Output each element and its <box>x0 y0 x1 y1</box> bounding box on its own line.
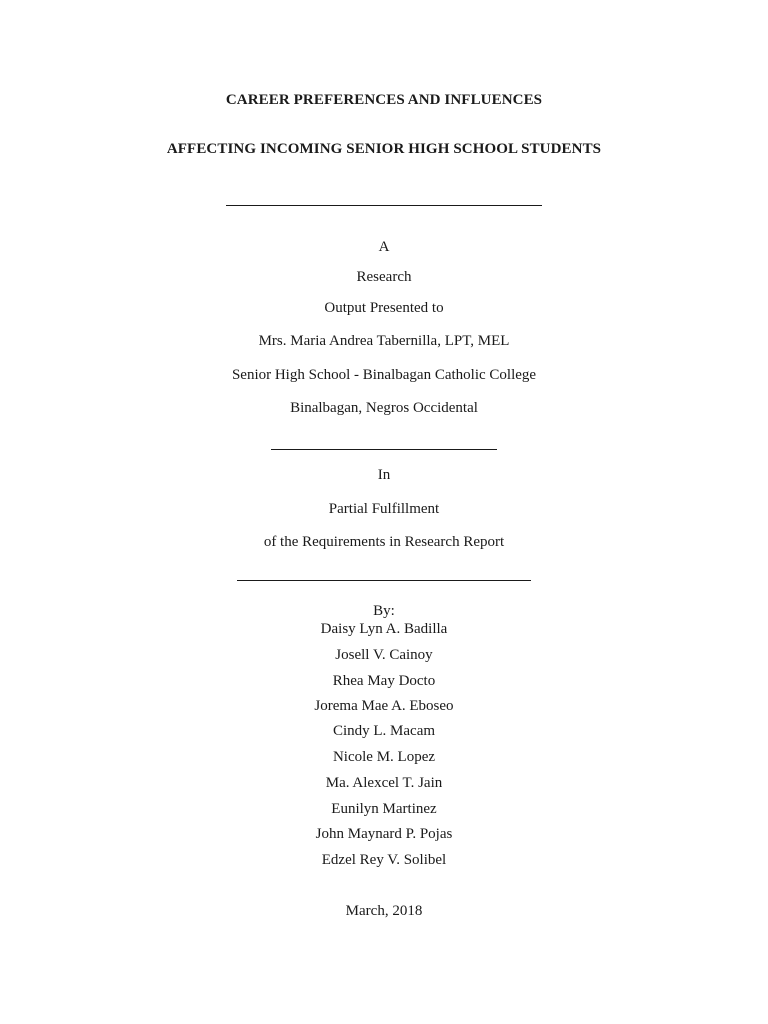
document-date: March, 2018 <box>345 903 423 919</box>
author-name: Ma. Alexcel T. Jain <box>325 775 443 791</box>
author-name: Eunilyn Martinez <box>331 801 437 817</box>
article-text: A <box>378 239 390 255</box>
school-name: Senior High School - Binalbagan Catholic College <box>231 367 537 383</box>
author-name: Nicole M. Lopez <box>332 749 436 765</box>
author-name: John Maynard P. Pojas <box>315 826 453 842</box>
school-location: Binalbagan, Negros Occidental <box>290 400 478 416</box>
divider-rule-1 <box>226 205 542 206</box>
partial-fulfillment-text: Partial Fulfillment <box>328 501 440 517</box>
presented-to-text: Output Presented to <box>324 300 444 316</box>
author-name: Edzel Rey V. Solibel <box>321 852 447 868</box>
divider-rule-2 <box>271 449 497 450</box>
author-name: Daisy Lyn A. Badilla <box>320 621 448 637</box>
author-name: Josell V. Cainoy <box>335 647 433 663</box>
requirements-text: of the Requirements in Research Report <box>263 534 505 550</box>
by-label: By: <box>373 603 395 619</box>
author-name: Jorema Mae A. Eboseo <box>314 698 454 714</box>
adviser-name: Mrs. Maria Andrea Tabernilla, LPT, MEL <box>258 333 510 349</box>
divider-rule-3 <box>237 580 531 581</box>
title-line-2: AFFECTING INCOMING SENIOR HIGH SCHOOL STUDENTS <box>166 141 602 157</box>
author-name: Cindy L. Macam <box>332 723 436 739</box>
research-text: Research <box>356 269 412 285</box>
author-name: Rhea May Docto <box>332 673 436 689</box>
title-line-1: CAREER PREFERENCES AND INFLUENCES <box>225 92 543 108</box>
in-text: In <box>377 467 391 483</box>
